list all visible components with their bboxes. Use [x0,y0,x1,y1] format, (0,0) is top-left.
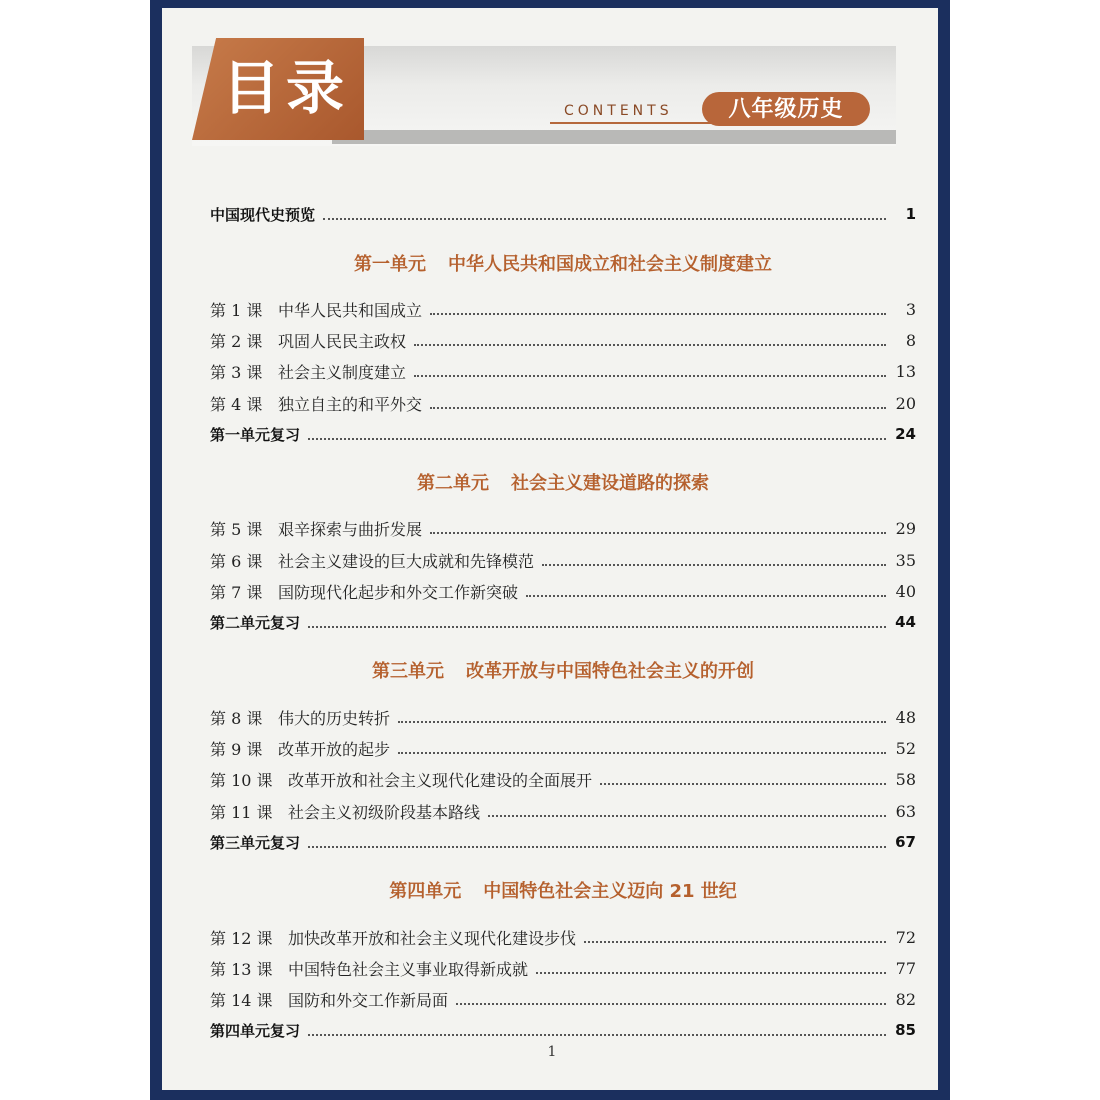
page-number: 1 [547,1044,557,1060]
leader-dots [398,719,886,723]
toc-entry[interactable] [210,579,916,603]
leader-dots [308,624,886,628]
lesson-number: 第 8 课 [210,708,263,728]
leader-dots [584,939,886,943]
entry-title: 第四单元复习 [210,1021,301,1040]
grade-badge: 八年级历史 [702,92,870,126]
toc-entry-preview[interactable] [210,202,916,226]
leader-dots [323,216,886,220]
entry-page: 82 [895,989,916,1009]
entry-page: 67 [895,833,916,851]
entry-page: 35 [895,550,916,570]
leader-dots [542,562,886,566]
toc-entry[interactable] [210,391,916,415]
leader-dots [308,844,886,848]
unit-label: 第二单元 [417,473,489,494]
toc-entry[interactable] [210,799,916,823]
leader-dots [430,530,886,534]
entry-title: 伟大的历史转折 [278,708,391,728]
entry-title: 独立自主的和平外交 [278,394,423,414]
entry-title: 中国现代史预览 [210,205,316,224]
entry-title: 改革开放的起步 [278,739,391,759]
toc-entry[interactable] [210,736,916,760]
entry-page: 13 [895,361,916,381]
entry-page: 52 [895,738,916,758]
unit-label: 第三单元 [372,661,444,682]
leader-dots [600,781,886,785]
toc-entry[interactable] [210,548,916,572]
toc-entry-review[interactable] [210,422,916,446]
entry-page: 63 [895,801,916,821]
entry-page: 48 [895,707,916,727]
leader-dots [488,813,886,817]
entry-page: 58 [895,769,916,789]
entry-page: 8 [905,330,916,350]
lesson-number: 第 4 课 [210,394,263,414]
leader-dots [308,436,886,440]
leader-dots [398,750,886,754]
entry-title: 国防现代化起步和外交工作新突破 [278,582,519,602]
toc-entry[interactable] [210,328,916,352]
entry-title: 中华人民共和国成立 [278,300,423,320]
unit-heading [210,250,916,276]
entry-page: 44 [895,613,916,631]
leader-dots [414,373,886,377]
lesson-number: 第 1 课 [210,300,263,320]
lesson-number: 第 13 课 [210,959,273,979]
lesson-number: 第 6 课 [210,551,263,571]
entry-page: 72 [895,927,916,947]
toc-entry[interactable] [210,925,916,949]
unit-label: 第四单元 [389,881,462,902]
entry-title: 第一单元复习 [210,425,301,444]
lesson-number: 第 10 课 [210,770,273,790]
leader-dots [536,970,886,974]
entry-title: 国防和外交工作新局面 [288,990,449,1010]
toc-entry[interactable] [210,987,916,1011]
entry-title: 中国特色社会主义事业取得新成就 [288,959,529,979]
entry-title: 艰辛探索与曲折发展 [278,519,423,539]
unit-title: 中华人民共和国成立和社会主义制度建立 [448,254,772,275]
lesson-number: 第 5 课 [210,519,263,539]
entry-page: 85 [895,1021,916,1039]
toc-entry[interactable] [210,359,916,383]
leader-dots [430,405,886,409]
entry-page: 1 [905,205,916,223]
unit-heading [210,657,916,683]
unit-title: 社会主义建设道路的探索 [511,473,709,494]
entry-page: 29 [895,518,916,538]
entry-page: 24 [895,425,916,443]
entry-page: 77 [895,958,916,978]
toc-entry-review[interactable] [210,830,916,854]
entry-title: 巩固人民民主政权 [278,331,407,351]
entry-page: 3 [905,299,916,319]
lesson-number: 第 2 课 [210,331,263,351]
unit-label: 第一单元 [354,254,426,275]
toc-page [162,8,938,1090]
entry-title: 第三单元复习 [210,833,301,852]
toc-entry[interactable] [210,516,916,540]
entry-page: 40 [895,581,916,601]
contents-label: CONTENTS [564,103,673,119]
toc-entry-review[interactable] [210,1018,916,1042]
leader-dots [456,1001,886,1005]
leader-dots [414,342,886,346]
lesson-number: 第 14 课 [210,990,273,1010]
lesson-number: 第 11 课 [210,802,273,822]
unit-title: 中国特色社会主义迈向 21 世纪 [483,881,737,902]
entry-title: 社会主义制度建立 [278,362,407,382]
unit-heading [210,877,916,903]
entry-title: 社会主义初级阶段基本路线 [288,802,481,822]
leader-dots [308,1032,886,1036]
toc-entry[interactable] [210,767,916,791]
entry-title: 第二单元复习 [210,613,301,632]
header-stripe [332,130,896,144]
page-title: 目录 [222,54,351,122]
toc-entry[interactable] [210,705,916,729]
lesson-number: 第 7 课 [210,582,263,602]
leader-dots [430,311,886,315]
toc-entry[interactable] [210,956,916,980]
entry-title: 加快改革开放和社会主义现代化建设步伐 [288,928,577,948]
entry-title: 社会主义建设的巨大成就和先锋模范 [278,551,535,571]
lesson-number: 第 12 课 [210,928,273,948]
entry-page: 20 [895,393,916,413]
lesson-number: 第 3 课 [210,362,263,382]
unit-heading [210,469,916,495]
toc-entry-review[interactable] [210,610,916,634]
toc-entry[interactable] [210,297,916,321]
lesson-number: 第 9 课 [210,739,263,759]
unit-title: 改革开放与中国特色社会主义的开创 [466,661,754,682]
entry-title: 改革开放和社会主义现代化建设的全面展开 [288,770,593,790]
leader-dots [526,593,886,597]
